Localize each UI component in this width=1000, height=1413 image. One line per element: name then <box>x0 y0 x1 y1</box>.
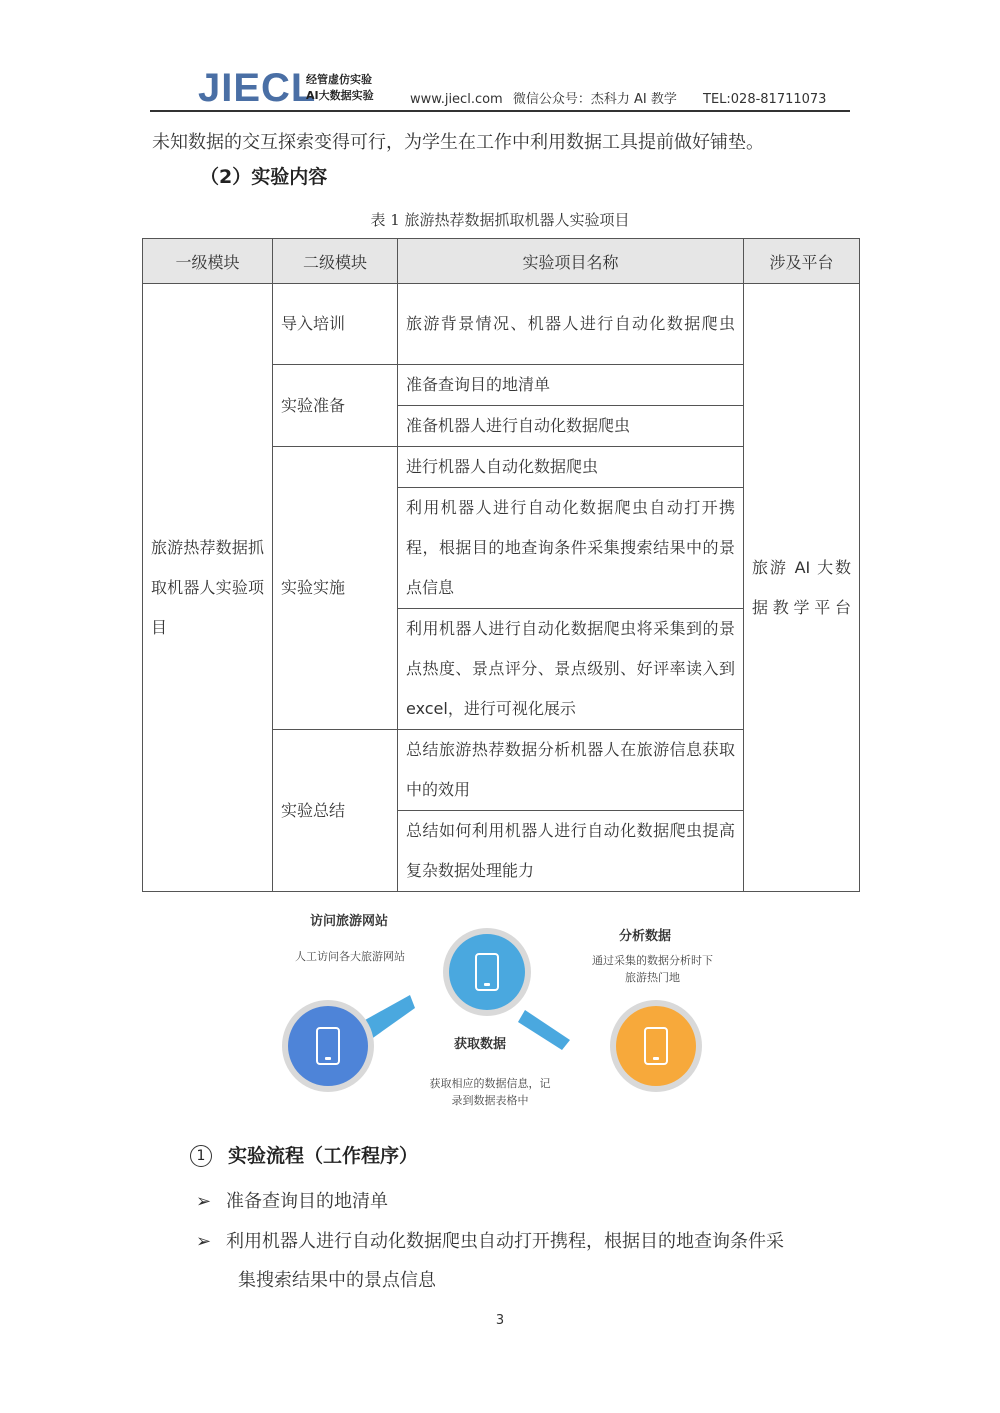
step2-title: 获取数据 <box>454 1037 507 1052</box>
step2-desc-line-2: 录到数据表格中 <box>451 1094 529 1107</box>
item-cell: 利用机器人进行自动化数据爬虫自动打开携程，根据目的地查询条件采集搜索结果中的景点信息 <box>398 488 744 609</box>
phone-icon <box>475 953 499 991</box>
item-cell: 总结旅游热荐数据分析机器人在旅游信息获取中的效用 <box>398 730 744 811</box>
module-cell: 实验准备 <box>273 365 398 447</box>
level1-cell <box>143 284 273 892</box>
page-number: 3 <box>495 1313 505 1328</box>
experiment-table <box>142 238 860 892</box>
logo-sub-line-2: AI大数据实验 <box>306 89 374 102</box>
arrow-bullet-icon: ➢ <box>196 1191 212 1212</box>
step1-circle <box>288 1006 368 1086</box>
step3-desc-line-2: 旅游热门地 <box>625 971 680 984</box>
item-cell: 旅游背景情况、机器人进行自动化数据爬虫 <box>398 284 744 365</box>
header-tel: TEL:028-81711073 <box>703 92 827 107</box>
procedure-title-text: 实验流程（工作程序） <box>228 1145 419 1167</box>
list-item <box>196 1187 388 1213</box>
page-header <box>150 66 850 112</box>
phone-icon <box>316 1027 340 1065</box>
step2-circle <box>449 934 525 1010</box>
section-title: （2）实验内容 <box>200 166 328 188</box>
table-header-row <box>143 239 860 284</box>
arrow-bullet-icon: ➢ <box>196 1231 212 1252</box>
step2-desc-line-1: 获取相应的数据信息，记 <box>429 1077 551 1090</box>
level1-label: 旅游热荐数据抓取机器人实验项目 <box>151 537 264 637</box>
step3-circle <box>616 1006 696 1086</box>
item-cell: 准备查询目的地清单 <box>398 365 744 406</box>
list-item <box>196 1227 784 1253</box>
platform-cell <box>744 284 860 892</box>
logo-sub-line-1: 经管虚仿实验 <box>306 73 372 86</box>
step3-desc <box>580 952 725 986</box>
connector-right <box>518 1010 570 1050</box>
bullet-text: 利用机器人进行自动化数据爬虫自动打开携程，根据目的地查询条件采 <box>226 1231 784 1252</box>
item-cell: 利用机器人进行自动化数据爬虫将采集到的景点热度、景点评分、景点级别、好评率读入到 excel，进行可视化展示 <box>398 609 744 730</box>
procedure-title <box>190 1141 418 1168</box>
header-level2: 二级模块 <box>273 239 398 284</box>
table-caption: 表 1 旅游热荐数据抓取机器人实验项目 <box>370 211 630 229</box>
step3-title: 分析数据 <box>619 929 672 944</box>
header-platform: 涉及平台 <box>744 239 860 284</box>
module-cell: 实验实施 <box>273 447 398 730</box>
module-cell: 导入培训 <box>273 284 398 365</box>
item-cell: 进行机器人自动化数据爬虫 <box>398 447 744 488</box>
header-website[interactable]: www.jiecl.com <box>410 92 503 107</box>
header-project-name: 实验项目名称 <box>398 239 744 284</box>
procedure-number: 1 <box>190 1145 212 1167</box>
platform-label: 旅游 AI 大数据教学平台 <box>752 557 851 617</box>
intro-paragraph: 未知数据的交互探索变得可行，为学生在工作中利用数据工具提前做好铺垫。 <box>152 132 764 153</box>
process-diagram <box>270 900 730 1120</box>
step1-title: 访问旅游网站 <box>310 914 389 929</box>
module-cell: 实验总结 <box>273 730 398 892</box>
step1-desc: 人工访问各大旅游网站 <box>295 950 405 963</box>
bullet-text: 准备查询目的地清单 <box>226 1191 388 1212</box>
header-contact <box>410 88 832 107</box>
bullet-continuation: 集搜索结果中的景点信息 <box>238 1270 436 1291</box>
item-cell: 准备机器人进行自动化数据爬虫 <box>398 406 744 447</box>
logo-text: JIECL <box>198 66 317 110</box>
connector-left <box>365 995 415 1040</box>
header-level1: 一级模块 <box>143 239 273 284</box>
table-row <box>143 284 860 365</box>
step2-desc <box>410 1075 570 1109</box>
phone-icon <box>644 1027 668 1065</box>
item-cell: 总结如何利用机器人进行自动化数据爬虫提高复杂数据处理能力 <box>398 811 744 892</box>
step3-desc-line-1: 通过采集的数据分析时下 <box>592 954 713 967</box>
header-wechat: 微信公众号：杰科力 AI 教学 <box>512 92 677 107</box>
logo-subtitle <box>306 72 374 104</box>
